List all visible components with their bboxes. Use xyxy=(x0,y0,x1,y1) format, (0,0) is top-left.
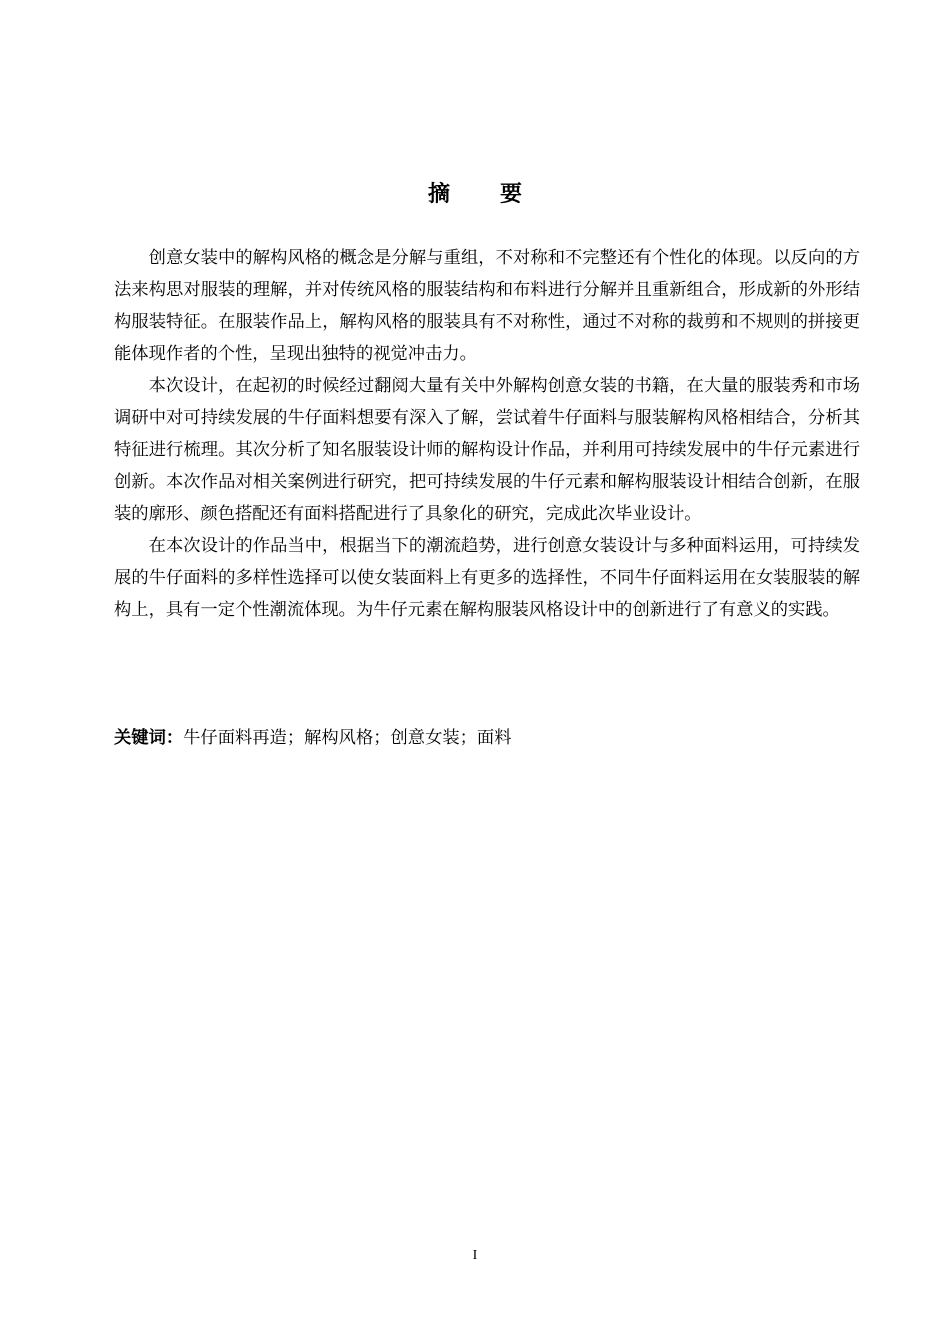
abstract-paragraph-2: 本次设计，在起初的时候经过翻阅大量有关中外解构创意女装的书籍，在大量的服装秀和市场调研中对可持续发展的牛仔面料想要有深入了解，尝试着牛仔面料与服装解构风格相结合，分析其特征进行梳理。其次分析了知名服装设计师的解构设计作品，并利用可持续发展中的牛仔元素进行创新。本次作品对相关案例进行研究，把可持续发展的牛仔元素和解构服装设计相结合创新，在服装的廓形、颜色搭配还有面料搭配进行了具象化的研究，完成此次毕业设计。 xyxy=(114,376,860,524)
title-char-2: 要 xyxy=(500,182,523,207)
abstract-paragraph-1: 创意女装中的解构风格的概念是分解与重组，不对称和不完整还有个性化的体现。以反向的方法来构思对服装的理解，并对传统风格的服装结构和布料进行分解并且重新组合，形成新的外形结构服装特征。在服装作品上，解构风格的服装具有不对称性，通过不对称的裁剪和不规则的拼接更能体现作者的个性，呈现出独特的视觉冲击力。 xyxy=(114,248,860,364)
page-number: I xyxy=(472,1248,478,1263)
keywords-line xyxy=(114,722,860,754)
title-char-1: 摘 xyxy=(427,182,450,207)
keywords-label: 关键词： xyxy=(114,728,184,748)
abstract-paragraph-3: 在本次设计的作品当中，根据当下的潮流趋势，进行创意女装设计与多种面料运用，可持续发展的牛仔面料的多样性选择可以使女装面料上有更多的选择性，不同牛仔面料运用在女装服装的解构上，具有一定个性潮流体现。为牛仔元素在解构服装风格设计中的创新进行了有意义的实践。 xyxy=(114,536,860,620)
abstract-body xyxy=(114,242,860,626)
keywords-value: 牛仔面料再造；解构风格；创意女装；面料 xyxy=(183,728,512,748)
abstract-title xyxy=(0,178,950,212)
